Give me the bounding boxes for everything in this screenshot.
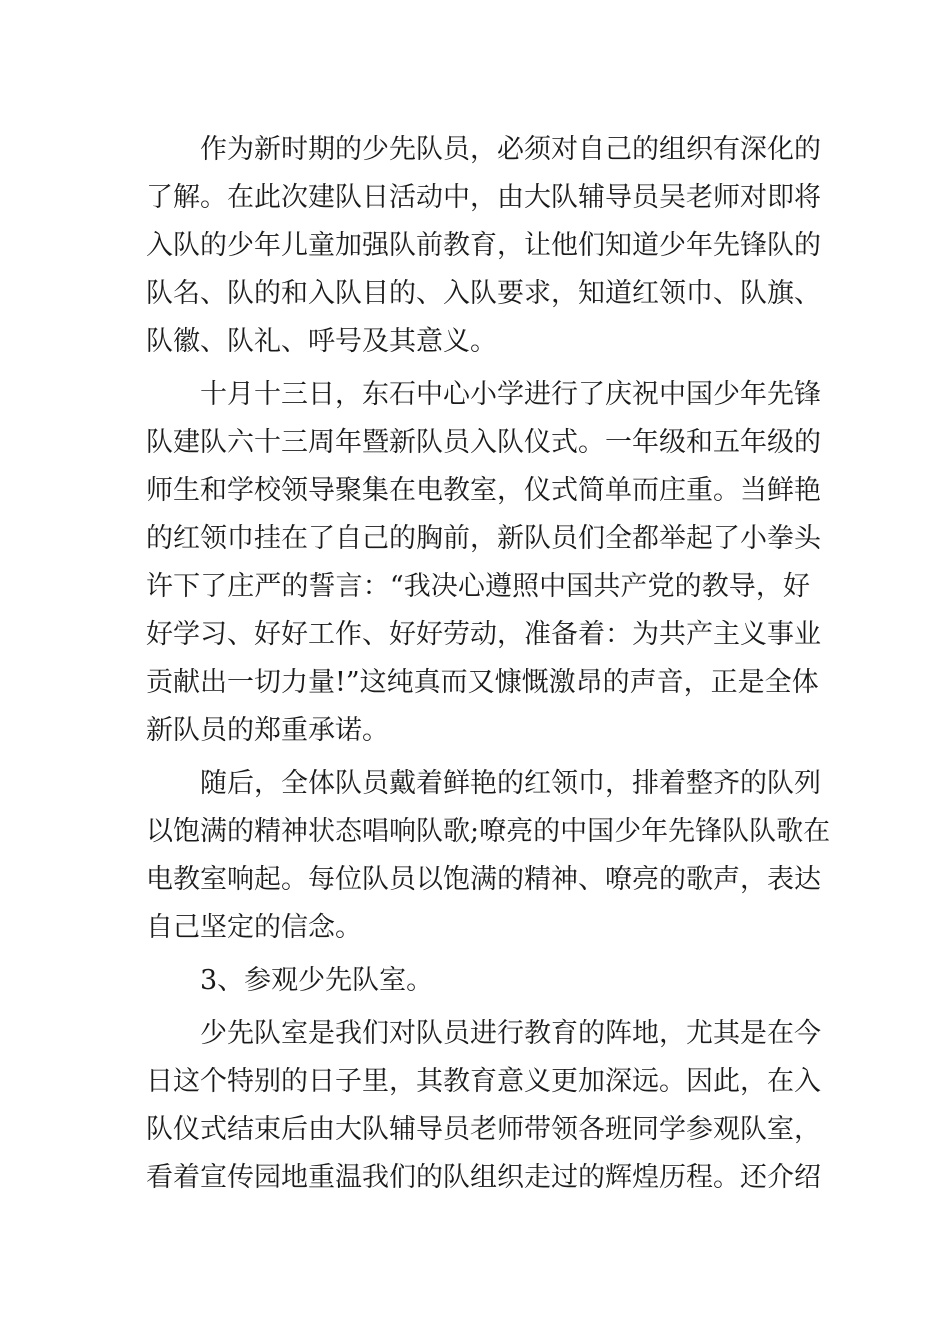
- paragraph-2-line-4: 的红领巾挂在了自己的胸前，新队员们全都举起了小拳头: [146, 523, 821, 554]
- paragraph-1-line-4: 队名、队的和入队目的、入队要求，知道红领巾、队旗、: [146, 278, 821, 309]
- paragraph-3-line-1: 随后，全体队员戴着鲜艳的红领巾，排着整齐的队列: [200, 768, 821, 799]
- paragraph-5-line-4: 看着宣传园地重温我们的队组织走过的辉煌历程。还介绍: [146, 1162, 821, 1193]
- paragraph-2-line-1: 十月十三日，东石中心小学进行了庆祝中国少年先锋: [200, 379, 821, 410]
- paragraph-1-line-3: 入队的少年儿童加强队前教育，让他们知道少年先锋队的: [146, 230, 821, 261]
- paragraph-1-line-1: 作为新时期的少先队员，必须对自己的组织有深化的: [200, 134, 821, 165]
- paragraph-2-line-8: 新队员的郑重承诺。: [146, 715, 389, 746]
- section-heading: 3、参观少先队室。: [200, 965, 434, 996]
- paragraph-5-line-1: 少先队室是我们对队员进行教育的阵地，尤其是在今: [200, 1018, 821, 1049]
- paragraph-3-line-2: 以饱满的精神状态唱响队歌;嘹亮的中国少年先锋队队歌在: [146, 816, 831, 847]
- paragraph-2-line-5: 许下了庄严的誓言：“我决心遵照中国共产党的教导，好: [146, 571, 810, 602]
- paragraph-2-line-3: 师生和学校领导聚集在电教室，仪式简单而庄重。当鲜艳: [146, 475, 821, 506]
- paragraph-2-line-6: 好学习、好好工作、好好劳动，准备着：为共产主义事业: [146, 619, 821, 650]
- paragraph-2-line-2: 队建队六十三周年暨新队员入队仪式。一年级和五年级的: [146, 427, 821, 458]
- paragraph-2-line-7: 贡献出一切力量!”这纯真而又慷慨激昂的声音，正是全体: [146, 667, 819, 698]
- paragraph-1-line-2: 了解。在此次建队日活动中，由大队辅导员吴老师对即将: [146, 182, 821, 213]
- paragraph-3-line-4: 自己坚定的信念。: [146, 912, 362, 943]
- paragraph-5-line-3: 队仪式结束后由大队辅导员老师带领各班同学参观队室，: [146, 1114, 821, 1145]
- paragraph-1-line-5: 队徽、队礼、呼号及其意义。: [146, 326, 497, 357]
- paragraph-3-line-3: 电教室响起。每位队员以饱满的精神、嘹亮的歌声，表达: [146, 864, 821, 895]
- document-body: [146, 126, 831, 1202]
- paragraph-5-line-2: 日这个特别的日子里，其教育意义更加深远。因此，在入: [146, 1066, 821, 1097]
